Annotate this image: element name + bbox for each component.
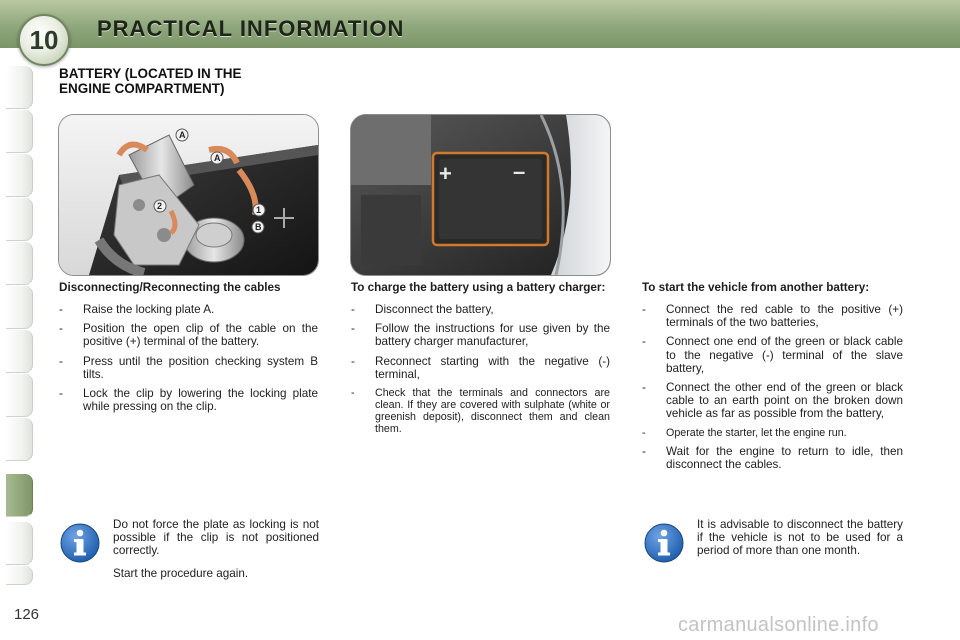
chapter-tab[interactable]: [6, 286, 33, 329]
chapter-tab[interactable]: [6, 522, 33, 565]
list-item: - Disconnect the battery,: [351, 303, 494, 316]
charging-heading: To charge the battery using a battery charger:: [351, 281, 606, 294]
positive-terminal-label: +: [439, 161, 452, 186]
list-item: - Connect the other end of the green or black cable to an earth point on the broken down vehicle as far as possible from the battery,: [642, 381, 903, 421]
clip-label-b: B: [255, 222, 262, 232]
clip-label-a-right: A: [214, 153, 221, 163]
chapter-tab[interactable]: [6, 330, 33, 373]
clip-label-2: 2: [157, 201, 163, 211]
jump-start-column: [642, 281, 903, 477]
info-note-right: [697, 518, 903, 567]
chapter-tabs: [0, 66, 34, 586]
clip-label-1: 1: [256, 205, 262, 215]
jump-start-heading: To start the vehicle from another battery:: [642, 281, 870, 294]
info-icon: [644, 523, 684, 563]
charging-list: [351, 303, 610, 435]
page-title: PRACTICAL INFORMATION: [97, 16, 405, 41]
list-item: - Connect one end of the green or black cable to the negative (-) terminal of the slave battery,: [642, 335, 903, 375]
chapter-tab[interactable]: [6, 110, 33, 153]
list-item: - Operate the starter, let the engine run.: [642, 426, 847, 439]
list-item: - Follow the instructions for use given by the battery charger manufacturer,: [351, 322, 610, 349]
negative-terminal-label: –: [513, 159, 526, 184]
section-title-line2: ENGINE COMPARTMENT): [59, 81, 225, 96]
page-number: 126: [14, 606, 40, 623]
info-note-left-p2: Start the procedure again.: [113, 566, 249, 580]
list-item: - Press until the position checking system B tilts.: [59, 354, 318, 381]
info-note-left-p1: Do not force the plate as locking is not possible if the clip is not positioned correctly.: [113, 518, 319, 558]
info-icon: [60, 523, 100, 563]
list-item: - Connect the red cable to the positive (+) terminals of the two batteries,: [642, 303, 903, 330]
section-title-line1: BATTERY (LOCATED IN THE: [59, 66, 242, 81]
jump-start-list: [642, 303, 903, 471]
info-note-left: [113, 518, 319, 589]
info-note-right-p1: It is advisable to disconnect the battery if the vehicle is not to be used for a period of more than one month.: [697, 518, 903, 558]
chapter-tab[interactable]: [6, 154, 33, 197]
chapter-tab[interactable]: [6, 418, 33, 461]
disconnecting-list: [59, 303, 318, 413]
section-title: [59, 66, 242, 96]
list-item: - Position the open clip of the cable on the positive (+) terminal of the battery.: [59, 322, 318, 349]
chapter-tab[interactable]: [6, 242, 33, 285]
battery-compartment-photo: [350, 114, 611, 276]
chapter-tab[interactable]: [6, 66, 33, 109]
charging-column: [351, 281, 610, 441]
list-item: - Wait for the engine to return to idle, then disconnect the cables.: [642, 444, 903, 471]
chapter-badge: 10: [18, 14, 70, 66]
list-item: - Reconnect starting with the negative (-) terminal,: [351, 354, 610, 381]
chapter-tab[interactable]: [6, 566, 33, 585]
watermark: carmanualsonline.info: [678, 614, 879, 636]
list-item: - Raise the locking plate A.: [59, 303, 215, 316]
disconnecting-heading: Disconnecting/Reconnecting the cables: [59, 281, 281, 294]
battery-clip-drawing: [59, 115, 318, 275]
list-item: - Lock the clip by lowering the locking plate while pressing on the clip.: [59, 387, 318, 414]
clip-label-a-top: A: [179, 130, 186, 140]
chapter-tab[interactable]: [6, 198, 33, 241]
list-item: - Check that the terminals and connectors are clean. If they are covered with sulphate (white or greenish deposit), disconnect them and clean them.: [351, 387, 610, 436]
disconnecting-column: [59, 281, 318, 419]
chapter-tab[interactable]: [6, 374, 33, 417]
chapter-tab-active[interactable]: [6, 474, 33, 517]
battery-clip-illustration: [58, 114, 319, 276]
battery-compartment-drawing: [351, 115, 610, 275]
